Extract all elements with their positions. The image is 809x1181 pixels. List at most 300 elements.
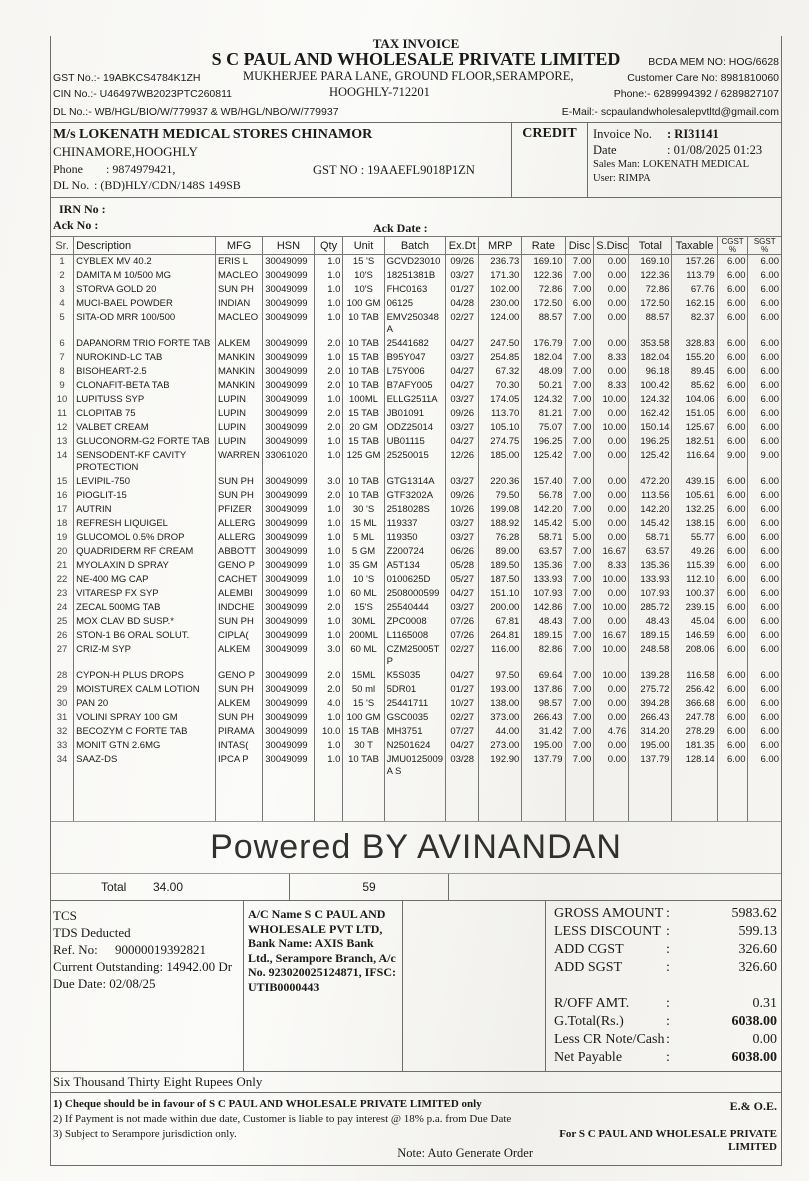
cell-disc: 7.00 bbox=[565, 711, 594, 725]
cell-description: REFRESH LIQUIGEL bbox=[74, 517, 216, 531]
cell-taxable: 125.67 bbox=[672, 421, 717, 435]
summary-value: 599.13 bbox=[738, 924, 777, 939]
cell-description: SAAZ-DS bbox=[74, 753, 216, 779]
empty-cell bbox=[629, 779, 672, 821]
cell-description: CYPON-H PLUS DROPS bbox=[74, 669, 216, 683]
cell-hsn: 30049099 bbox=[263, 683, 314, 697]
cell-batch: K5S035 bbox=[384, 669, 446, 683]
cell-mrp: 188.92 bbox=[479, 517, 522, 531]
cell-mrp: 264.81 bbox=[479, 629, 522, 643]
cell-qty: 1.0 bbox=[314, 351, 343, 365]
summary-row bbox=[554, 1031, 777, 1049]
amount-summary bbox=[545, 901, 781, 1071]
col-header-cgst: CGST % bbox=[717, 237, 748, 255]
cell-hsn: 30049099 bbox=[263, 697, 314, 711]
cell-batch: 119350 bbox=[384, 531, 446, 545]
invoice-no: : RI31141 bbox=[667, 127, 719, 141]
cell-disc: 7.00 bbox=[565, 407, 594, 421]
cell-sdisc: 8.33 bbox=[594, 351, 629, 365]
terms-list bbox=[51, 1093, 535, 1165]
cell-qty: 2.0 bbox=[314, 489, 343, 503]
cell-hsn: 30049099 bbox=[263, 601, 314, 615]
powered-by-watermark: Powered BY AVINANDAN bbox=[51, 821, 781, 874]
cell-batch: 119337 bbox=[384, 517, 446, 531]
cell-sgst: 6.00 bbox=[748, 629, 781, 643]
cell-description: NE-400 MG CAP bbox=[74, 573, 216, 587]
table-header-row bbox=[51, 237, 781, 255]
cell-sr: 22 bbox=[56, 574, 68, 585]
cell-taxable: 55.77 bbox=[672, 531, 717, 545]
cell-disc: 5.00 bbox=[565, 531, 594, 545]
cell-mfg: INTAS( bbox=[215, 739, 262, 753]
cell-description: LUPITUSS SYP bbox=[74, 393, 216, 407]
cell-disc: 7.00 bbox=[565, 643, 594, 669]
cell-cgst: 6.00 bbox=[717, 587, 748, 601]
cell-hsn: 30049099 bbox=[263, 545, 314, 559]
cell-qty: 3.0 bbox=[314, 475, 343, 489]
cell-sr: 18 bbox=[56, 518, 68, 529]
cell-unit: 20 GM bbox=[343, 421, 384, 435]
footer-block bbox=[51, 901, 781, 1072]
document-type: TAX INVOICE bbox=[372, 36, 460, 51]
cell-mrp: 189.50 bbox=[479, 559, 522, 573]
cell-sdisc: 0.00 bbox=[594, 489, 629, 503]
cell-sgst: 6.00 bbox=[748, 311, 781, 337]
cell-mrp: 124.00 bbox=[479, 311, 522, 337]
cell-mrp: 102.00 bbox=[479, 283, 522, 297]
cell-expiry: 06/26 bbox=[446, 545, 479, 559]
ref-no-label: Ref. No: bbox=[53, 942, 98, 957]
summary-label: ADD SGST bbox=[554, 960, 623, 975]
cell-expiry: 09/26 bbox=[446, 407, 479, 421]
col-header-sdisc: S.Disc bbox=[594, 237, 629, 255]
table-row bbox=[51, 269, 781, 283]
cell-total: 172.50 bbox=[629, 297, 672, 311]
cell-sgst: 6.00 bbox=[748, 531, 781, 545]
table-row bbox=[51, 449, 781, 475]
cell-mrp: 113.70 bbox=[479, 407, 522, 421]
cell-hsn: 30049099 bbox=[263, 337, 314, 351]
cell-sdisc: 0.00 bbox=[594, 475, 629, 489]
cell-unit: 10 TAB bbox=[343, 365, 384, 379]
cell-batch: GTG1314A bbox=[384, 475, 446, 489]
cell-mrp: 76.28 bbox=[479, 531, 522, 545]
bank-details: A/C Name S C PAUL AND WHOLESALE PVT LTD, Bank Name: AXIS Bank Ltd., Serampore Branch, A/c No. 923020025124871, IFSC: UTIB0000443 bbox=[243, 901, 403, 1071]
cell-rate: 31.42 bbox=[522, 725, 565, 739]
cell-mfg: SUN PH bbox=[215, 489, 262, 503]
cell-total: 135.36 bbox=[629, 559, 672, 573]
cell-mrp: 44.00 bbox=[479, 725, 522, 739]
cell-unit: 15 'S bbox=[343, 697, 384, 711]
cell-rate: 125.42 bbox=[522, 449, 565, 475]
cell-unit: 5 ML bbox=[343, 531, 384, 545]
table-empty-space bbox=[51, 779, 781, 821]
cell-sdisc: 0.00 bbox=[594, 697, 629, 711]
cell-total: 125.42 bbox=[629, 449, 672, 475]
cell-cgst: 6.00 bbox=[717, 697, 748, 711]
cell-disc: 7.00 bbox=[565, 435, 594, 449]
cell-qty: 4.0 bbox=[314, 697, 343, 711]
cell-mfg: PIRAMA bbox=[215, 725, 262, 739]
cell-cgst: 6.00 bbox=[717, 669, 748, 683]
cell-sdisc: 16.67 bbox=[594, 629, 629, 643]
cell-cgst: 6.00 bbox=[717, 503, 748, 517]
cell-qty: 2.0 bbox=[314, 407, 343, 421]
cell-rate: 124.32 bbox=[522, 393, 565, 407]
customer-block bbox=[51, 122, 781, 198]
cell-sgst: 9.00 bbox=[748, 449, 781, 475]
cell-sgst: 6.00 bbox=[748, 697, 781, 711]
cell-taxable: 146.59 bbox=[672, 629, 717, 643]
empty-cell bbox=[594, 779, 629, 821]
summary-value: 0.31 bbox=[752, 996, 777, 1011]
cell-unit: 50 ml bbox=[343, 683, 384, 697]
cell-unit: 15 ML bbox=[343, 517, 384, 531]
cell-rate: 142.86 bbox=[522, 601, 565, 615]
cell-sdisc: 16.67 bbox=[594, 545, 629, 559]
cell-mfg: ALEMBI bbox=[215, 587, 262, 601]
table-row bbox=[51, 311, 781, 337]
cell-taxable: 247.78 bbox=[672, 711, 717, 725]
cell-mrp: 193.00 bbox=[479, 683, 522, 697]
cell-mrp: 220.36 bbox=[479, 475, 522, 489]
cell-taxable: 278.29 bbox=[672, 725, 717, 739]
empty-cell bbox=[215, 779, 262, 821]
table-row bbox=[51, 683, 781, 697]
cell-cgst: 6.00 bbox=[717, 337, 748, 351]
cell-rate: 88.57 bbox=[522, 311, 565, 337]
cell-rate: 48.43 bbox=[522, 615, 565, 629]
cell-hsn: 30049099 bbox=[263, 407, 314, 421]
items-table bbox=[51, 236, 781, 821]
table-row bbox=[51, 489, 781, 503]
cell-hsn: 30049099 bbox=[263, 351, 314, 365]
auto-generate-note: Note: Auto Generate Order bbox=[397, 1146, 533, 1160]
cell-rate: 172.50 bbox=[522, 297, 565, 311]
cell-taxable: 116.58 bbox=[672, 669, 717, 683]
cell-disc: 7.00 bbox=[565, 379, 594, 393]
cell-expiry: 03/28 bbox=[446, 753, 479, 779]
cell-sgst: 6.00 bbox=[748, 711, 781, 725]
cell-batch: 5DR01 bbox=[384, 683, 446, 697]
cell-sgst: 6.00 bbox=[748, 407, 781, 421]
cell-description: BECOZYM C FORTE TAB bbox=[74, 725, 216, 739]
cell-hsn: 30049099 bbox=[263, 725, 314, 739]
cell-total: 96.18 bbox=[629, 365, 672, 379]
cell-rate: 189.15 bbox=[522, 629, 565, 643]
cell-sr: 19 bbox=[56, 532, 68, 543]
sales-man: Sales Man: LOKENATH MEDICAL bbox=[593, 159, 750, 170]
cell-mrp: 171.30 bbox=[479, 269, 522, 283]
customer-dl-no: : (BD)HLY/CDN/148S 149SB bbox=[94, 178, 241, 192]
cell-total: 63.57 bbox=[629, 545, 672, 559]
cell-hsn: 30049099 bbox=[263, 669, 314, 683]
cell-expiry: 04/27 bbox=[446, 337, 479, 351]
cell-sr: 34 bbox=[56, 754, 68, 765]
cell-mrp: 97.50 bbox=[479, 669, 522, 683]
cell-batch: N2501624 bbox=[384, 739, 446, 753]
cell-taxable: 157.26 bbox=[672, 255, 717, 270]
cell-rate: 157.40 bbox=[522, 475, 565, 489]
cell-sdisc: 10.00 bbox=[594, 421, 629, 435]
cell-mrp: 174.05 bbox=[479, 393, 522, 407]
company-address-line1: MUKHERJEE PARA LANE, GROUND FLOOR,SERAMPORE, bbox=[243, 69, 574, 83]
cell-cgst: 6.00 bbox=[717, 545, 748, 559]
cell-description: MYOLAXIN D SPRAY bbox=[74, 559, 216, 573]
cell-total: 72.86 bbox=[629, 283, 672, 297]
summary-label: LESS DISCOUNT bbox=[554, 924, 661, 939]
cell-sdisc: 10.00 bbox=[594, 393, 629, 407]
cell-expiry: 04/27 bbox=[446, 669, 479, 683]
table-row bbox=[51, 517, 781, 531]
cell-expiry: 04/27 bbox=[446, 435, 479, 449]
table-row bbox=[51, 559, 781, 573]
cell-qty: 1.0 bbox=[314, 531, 343, 545]
signature-block bbox=[535, 1093, 781, 1165]
cell-description: VALBET CREAM bbox=[74, 421, 216, 435]
cell-expiry: 03/27 bbox=[446, 531, 479, 545]
cell-cgst: 6.00 bbox=[717, 365, 748, 379]
cell-batch: JB01091 bbox=[384, 407, 446, 421]
cell-qty: 2.0 bbox=[314, 669, 343, 683]
cell-expiry: 09/26 bbox=[446, 489, 479, 503]
col-header-disc: Disc bbox=[565, 237, 594, 255]
invoice-no-row bbox=[593, 126, 779, 142]
col-header-hsn: HSN bbox=[263, 237, 314, 255]
customer-city: CHINAMORE,HOOGHLY bbox=[53, 144, 198, 159]
footer-left bbox=[51, 901, 243, 1071]
cell-sdisc: 0.00 bbox=[594, 739, 629, 753]
cell-batch: UB01115 bbox=[384, 435, 446, 449]
invoice-date-row bbox=[593, 142, 779, 158]
table-row bbox=[51, 379, 781, 393]
cell-mfg: MACLEO bbox=[215, 269, 262, 283]
cell-sgst: 6.00 bbox=[748, 269, 781, 283]
cell-sdisc: 0.00 bbox=[594, 587, 629, 601]
cell-hsn: 30049099 bbox=[263, 379, 314, 393]
empty-cell bbox=[446, 779, 479, 821]
cell-unit: 15 TAB bbox=[343, 407, 384, 421]
cell-cgst: 6.00 bbox=[717, 489, 748, 503]
cell-rate: 176.79 bbox=[522, 337, 565, 351]
cell-expiry: 07/26 bbox=[446, 615, 479, 629]
invoice-no-label: Invoice No. bbox=[593, 127, 653, 141]
cell-disc: 7.00 bbox=[565, 255, 594, 270]
cell-sdisc: 8.33 bbox=[594, 379, 629, 393]
cell-expiry: 04/27 bbox=[446, 379, 479, 393]
cell-batch: FHC0163 bbox=[384, 283, 446, 297]
invoice-header bbox=[51, 36, 781, 122]
cell-description: MOX CLAV BD SUSP.* bbox=[74, 615, 216, 629]
summary-label: ADD CGST bbox=[554, 942, 624, 957]
cell-mfg: CIPLA( bbox=[215, 629, 262, 643]
summary-colon: : bbox=[666, 1032, 670, 1047]
cell-hsn: 30049099 bbox=[263, 393, 314, 407]
table-row bbox=[51, 475, 781, 489]
cell-sr: 8 bbox=[59, 366, 65, 377]
cell-qty: 1.0 bbox=[314, 255, 343, 270]
cell-description: CRIZ-M SYP bbox=[74, 643, 216, 669]
cell-total: 48.43 bbox=[629, 615, 672, 629]
cell-qty: 1.0 bbox=[314, 573, 343, 587]
cell-unit: 15 TAB bbox=[343, 435, 384, 449]
term-3: 3) Subject to Serampore jurisdiction only. bbox=[53, 1128, 237, 1140]
billing-user: User: RIMPA bbox=[593, 173, 651, 184]
summary-colon: : bbox=[666, 1014, 670, 1029]
cell-qty: 1.0 bbox=[314, 435, 343, 449]
cell-disc: 7.00 bbox=[565, 365, 594, 379]
cell-description: GLUCONORM-G2 FORTE TAB bbox=[74, 435, 216, 449]
cell-batch: 06125 bbox=[384, 297, 446, 311]
cell-disc: 7.00 bbox=[565, 449, 594, 475]
cell-cgst: 6.00 bbox=[717, 683, 748, 697]
cell-disc: 7.00 bbox=[565, 615, 594, 629]
cell-rate: 107.93 bbox=[522, 587, 565, 601]
cell-taxable: 162.15 bbox=[672, 297, 717, 311]
cell-cgst: 6.00 bbox=[717, 283, 748, 297]
cell-total: 394.28 bbox=[629, 697, 672, 711]
cell-sdisc: 10.00 bbox=[594, 643, 629, 669]
summary-label: Net Payable bbox=[554, 1050, 623, 1065]
cell-total: 275.72 bbox=[629, 683, 672, 697]
customer-phone: : 9874979421, bbox=[106, 162, 176, 176]
cell-qty: 1.0 bbox=[314, 559, 343, 573]
summary-row bbox=[554, 959, 777, 977]
cell-hsn: 30049099 bbox=[263, 753, 314, 779]
cell-sgst: 6.00 bbox=[748, 669, 781, 683]
cell-rate: 133.93 bbox=[522, 573, 565, 587]
cell-mfg: INDCHE bbox=[215, 601, 262, 615]
cell-taxable: 89.45 bbox=[672, 365, 717, 379]
cell-sgst: 6.00 bbox=[748, 297, 781, 311]
cell-unit: 30 T bbox=[343, 739, 384, 753]
cell-sr: 9 bbox=[59, 380, 65, 391]
summary-row bbox=[554, 1013, 777, 1031]
cell-sr: 15 bbox=[56, 476, 68, 487]
cell-sr: 20 bbox=[56, 546, 68, 557]
cell-expiry: 03/27 bbox=[446, 475, 479, 489]
cell-cgst: 6.00 bbox=[717, 311, 748, 337]
cell-sr: 31 bbox=[56, 712, 68, 723]
cell-qty: 2.0 bbox=[314, 379, 343, 393]
cell-unit: 10 'S bbox=[343, 573, 384, 587]
cell-disc: 7.00 bbox=[565, 573, 594, 587]
cell-sdisc: 0.00 bbox=[594, 297, 629, 311]
cell-unit: 100 GM bbox=[343, 297, 384, 311]
cell-rate: 48.09 bbox=[522, 365, 565, 379]
table-row bbox=[51, 697, 781, 711]
cell-sr: 32 bbox=[56, 726, 68, 737]
cell-expiry: 02/27 bbox=[446, 643, 479, 669]
cell-batch: 25441711 bbox=[384, 697, 446, 711]
cell-unit: 30 'S bbox=[343, 503, 384, 517]
cell-sr: 4 bbox=[59, 298, 65, 309]
cell-mrp: 254.85 bbox=[479, 351, 522, 365]
company-address-line2: HOOGHLY-712201 bbox=[329, 85, 430, 99]
seller-gst-no: GST No.:- 19ABKCS4784K1ZH bbox=[53, 72, 201, 84]
cell-mfg: ABBOTT bbox=[215, 545, 262, 559]
cell-description: SENSODENT-KF CAVITY PROTECTION bbox=[74, 449, 216, 475]
cell-cgst: 6.00 bbox=[717, 475, 748, 489]
cell-expiry: 07/26 bbox=[446, 629, 479, 643]
cell-batch: 0100625D bbox=[384, 573, 446, 587]
ref-no: 90000019392821 bbox=[115, 942, 207, 957]
cell-sgst: 6.00 bbox=[748, 379, 781, 393]
cell-taxable: 439.15 bbox=[672, 475, 717, 489]
cell-rate: 169.10 bbox=[522, 255, 565, 270]
cell-taxable: 128.14 bbox=[672, 753, 717, 779]
cell-expiry: 04/27 bbox=[446, 739, 479, 753]
empty-cell bbox=[74, 779, 216, 821]
totals-spacer bbox=[448, 874, 781, 900]
cell-cgst: 6.00 bbox=[717, 407, 748, 421]
cell-total: 107.93 bbox=[629, 587, 672, 601]
cell-disc: 7.00 bbox=[565, 587, 594, 601]
cell-cgst: 6.00 bbox=[717, 629, 748, 643]
cell-sgst: 6.00 bbox=[748, 351, 781, 365]
cell-taxable: 116.64 bbox=[672, 449, 717, 475]
cell-mrp: 236.73 bbox=[479, 255, 522, 270]
cell-sr: 28 bbox=[56, 670, 68, 681]
cell-taxable: 155.20 bbox=[672, 351, 717, 365]
cell-mrp: 70.30 bbox=[479, 379, 522, 393]
cell-rate: 137.79 bbox=[522, 753, 565, 779]
cell-hsn: 30049099 bbox=[263, 629, 314, 643]
cell-disc: 7.00 bbox=[565, 503, 594, 517]
cell-sr: 26 bbox=[56, 630, 68, 641]
cell-sr: 21 bbox=[56, 560, 68, 571]
cell-unit: 15'S bbox=[343, 601, 384, 615]
summary-label: GROSS AMOUNT bbox=[554, 906, 664, 921]
col-header-description: Description bbox=[74, 237, 216, 255]
cell-unit: 15 'S bbox=[343, 255, 384, 270]
cell-total: 142.20 bbox=[629, 503, 672, 517]
cell-mfg: SUN PH bbox=[215, 283, 262, 297]
totals-row bbox=[51, 874, 781, 901]
cell-sgst: 6.00 bbox=[748, 559, 781, 573]
cell-sgst: 6.00 bbox=[748, 573, 781, 587]
cell-sgst: 6.00 bbox=[748, 365, 781, 379]
cell-mfg: MACLEO bbox=[215, 311, 262, 337]
empty-cell bbox=[263, 779, 314, 821]
cell-total: 139.28 bbox=[629, 669, 672, 683]
total-units: 59 bbox=[289, 874, 448, 900]
cell-expiry: 04/27 bbox=[446, 587, 479, 601]
cell-mfg: LUPIN bbox=[215, 421, 262, 435]
cell-sdisc: 0.00 bbox=[594, 711, 629, 725]
cell-mfg: IPCA P bbox=[215, 753, 262, 779]
cell-description: SITA-OD MRR 100/500 bbox=[74, 311, 216, 337]
empty-cell bbox=[672, 779, 717, 821]
cell-description: DAMITA M 10/500 MG bbox=[74, 269, 216, 283]
cell-mfg: MANKIN bbox=[215, 365, 262, 379]
cell-mfg: LUPIN bbox=[215, 407, 262, 421]
cell-qty: 1.0 bbox=[314, 393, 343, 407]
empty-cell bbox=[314, 779, 343, 821]
cell-description: MONIT GTN 2.6MG bbox=[74, 739, 216, 753]
term-1: 1) Cheque should be in favour of S C PAUL AND WHOLESALE PRIVATE LIMITED only bbox=[53, 1098, 482, 1110]
cell-mfg: SUN PH bbox=[215, 711, 262, 725]
cell-description: QUADRIDERM RF CREAM bbox=[74, 545, 216, 559]
summary-value: 326.60 bbox=[738, 942, 777, 957]
summary-value: 0.00 bbox=[752, 1032, 777, 1047]
col-header-qty: Qty bbox=[314, 237, 343, 255]
cell-total: 113.56 bbox=[629, 489, 672, 503]
cell-expiry: 03/27 bbox=[446, 351, 479, 365]
cell-total: 285.72 bbox=[629, 601, 672, 615]
cell-rate: 145.42 bbox=[522, 517, 565, 531]
cell-unit: 10 TAB bbox=[343, 489, 384, 503]
